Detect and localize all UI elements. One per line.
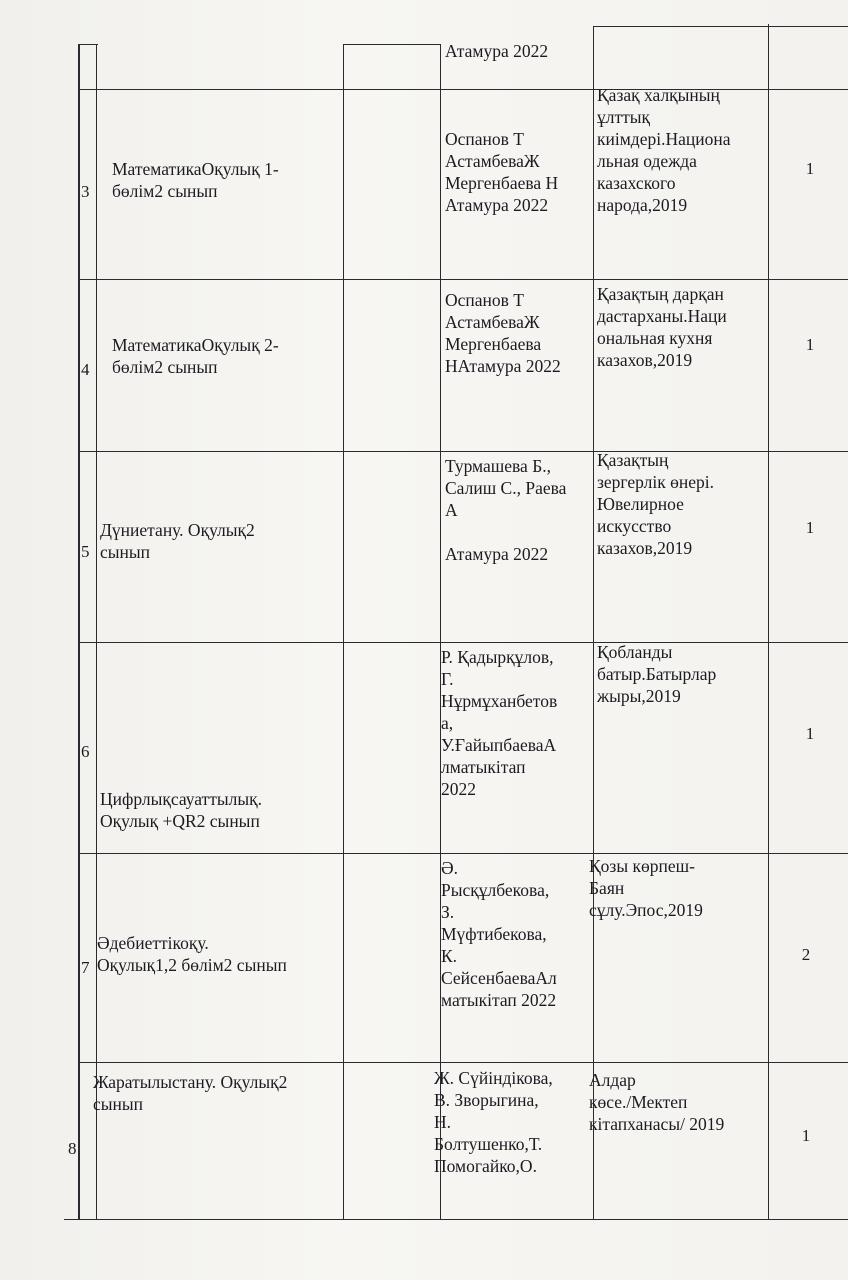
table-col-divider: [96, 44, 97, 1220]
textbook-title-cell: МатематикаОқулық 1- бөлім2 сынып: [112, 159, 279, 201]
table-col-divider: [593, 26, 594, 1220]
table-border-bottom: [64, 1219, 848, 1220]
textbook-title-cell: Цифрлықсауаттылық. Оқулық +QR2 сынып: [100, 789, 262, 831]
table-row-divider: [78, 853, 848, 854]
quantity-cell: 1: [805, 724, 815, 743]
quantity-cell: 1: [805, 159, 815, 178]
textbook-title-cell: МатематикаОқулық 2- бөлім2 сынып: [112, 335, 279, 377]
table-row-divider: [78, 89, 848, 90]
row-number: 4: [81, 360, 90, 379]
table-col-divider: [440, 44, 441, 1220]
library-book-cell: Қазақтың зергерлік өнері. Ювелирное искусство казахов,2019: [597, 450, 715, 558]
row-number: 6: [81, 742, 90, 761]
table-row-divider: [78, 279, 848, 280]
author-cell: Турмашева Б., Салиш С., Раева А Атамура 2022: [445, 456, 567, 564]
quantity-cell: 1: [801, 1126, 811, 1145]
library-book-cell: Қазақ халқының ұлттық киімдері.Национа льная одежда казахского народа,2019: [597, 85, 731, 215]
author-cell: Р. Қадырқұлов, Г. Нұрмұханбетов а, У.ҒайыпбаеваА лматыкітап 2022: [441, 647, 558, 799]
table-border-left: [78, 44, 80, 1220]
author-cell: Атамура 2022: [445, 41, 549, 61]
textbook-title-cell: Жаратылыстану. Оқулық2 сынып: [93, 1072, 288, 1114]
table-row-divider: [78, 642, 848, 643]
author-cell: Оспанов Т АстамбеваЖ Мергенбаева Н Атамура 2022: [445, 129, 559, 215]
table-border-top: [343, 44, 441, 45]
row-number: 5: [81, 542, 90, 561]
row-number: 3: [81, 182, 90, 201]
table-row-divider: [78, 1062, 848, 1063]
library-book-cell: Қазақтың дарқан дастарханы.Наци ональная кухня казахов,2019: [597, 284, 727, 370]
quantity-cell: 1: [805, 518, 815, 537]
row-number: 8: [68, 1139, 77, 1158]
textbook-title-cell: Дүниетану. Оқулық2 сынып: [100, 520, 255, 562]
quantity-cell: 1: [805, 335, 815, 354]
table-col-divider: [343, 44, 344, 1220]
table-border-top: [593, 26, 848, 27]
author-cell: Оспанов Т АстамбеваЖ Мергенбаева НАтамура 2022: [445, 290, 561, 376]
library-book-cell: Қобланды батыр.Батырлар жыры,2019: [597, 642, 717, 706]
table-border-top: [78, 44, 98, 45]
author-cell: Ж. Сүйіндікова, В. Зворыгина, Н. Болтушенко,Т. Помогайко,О.: [434, 1068, 553, 1176]
library-book-cell: Алдар көсе./Мектеп кітапханасы/ 2019: [589, 1070, 725, 1134]
author-cell: Ә. Рысқұлбекова, З. Мүфтибекова, К. СейсенбаеваАл матыкітап 2022: [441, 858, 557, 1010]
table-row-divider: [78, 451, 848, 452]
quantity-cell: 2: [801, 945, 811, 964]
library-book-cell: Қозы көрпеш- Баян сұлу.Эпос,2019: [589, 856, 703, 920]
textbook-title-cell: Әдебиеттікоқу. Оқулық1,2 бөлім2 сынып: [97, 933, 287, 975]
table-col-divider: [768, 24, 769, 1220]
row-number: 7: [81, 958, 90, 977]
